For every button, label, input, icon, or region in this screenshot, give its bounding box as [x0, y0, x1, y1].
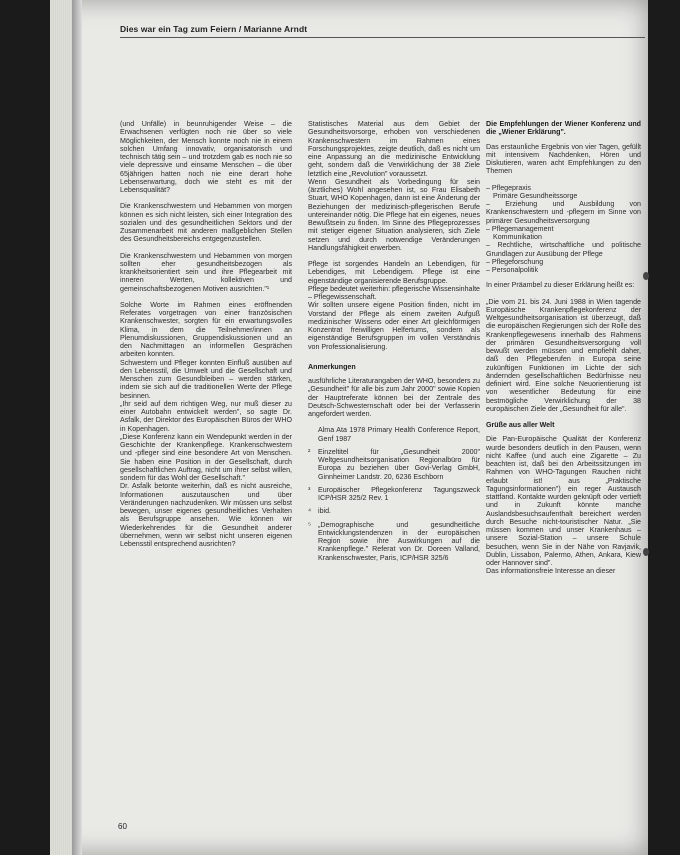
footnote — [318, 426, 480, 443]
paragraph: Die Pan-Europäische Qualität der Konferenz wurde besonders deutlich in den Pausen, wenn nicht Kaffee (und auch eine Zigarette – Zu beachten ist, daß bei den Arbeitssitzungen im Rahmen von WHO-Tagungen Rauchen nicht erlaubt ist! aus „Praktische Tagungsinformationen") ein reger Austausch stattfand. Kontakte wurden geknüpft oder vertieft und in Zukunft könnte manche Auslandsbesuchsaufenthalt bereichert werden durch Besuche nicht-touristischer Natur. „Sie müssen kommen und unser Krankenhaus – unsere Sozial-Station – unsere Schule besuchen, wenn Sie in der Nähe von Ravjavik, Dublin, Lissabon, Palermo, Athen, Ankara, Kiew oder Hannover sind". — [486, 435, 641, 567]
paragraph: Wenn Gesundheit als Vorbedingung für sein (ärztliches) Wohl angesehen ist, so Frau Elisabeth Stuart, WHO Kopenhagen, dann ist eine Änderung der Beziehungen der medizinisch-pflegerischen Berufe untereinander nötig. Die Pflege hat ein eigenes, neues Bewußtsein zu finden. Im Sinne des Pflegeprozesses mit stetiger eigener Situation analysieren, sich Ziele setzen und durch notwendige Veränderungen Handlungsfähigkeit erwerben. — [308, 177, 480, 252]
paragraph: In einer Präambel zu dieser Erklärung heißt es: — [486, 281, 635, 290]
paragraph: Das erstaunliche Ergebnis von vier Tagen, gefüllt mit intensivem Nachdenken, Hören und Diskutieren, waren acht Empfehlungen zu den Themen — [486, 142, 641, 176]
footnote-text: Europäischer Pflegekonferenz Tagungszweck ICP/HSR 325/2 Rev. 1 — [318, 485, 480, 502]
list-item: – Personalpolitik — [486, 266, 539, 274]
binding-hole-mark — [643, 272, 649, 280]
list-item: – Pflegeforschung — [486, 257, 544, 266]
column-middle — [308, 120, 480, 567]
paragraph: Das informationsfreie Interesse an dieser — [486, 567, 616, 576]
paragraph: Pflege ist sorgendes Handeln an Lebendigen, für Lebendiges, mit Lebendigem. Pflege ist eine eigenständige organisierende Berufsgruppe. — [308, 260, 480, 285]
list-item: – Rechtliche, wirtschaftliche und politische Grundlagen zur Ausübung der Pflege — [486, 241, 641, 258]
header-rule — [120, 37, 645, 38]
list-item: – Erziehung und Ausbildung von Krankenschwestern und -pflegern im Sinne von primärer Gesundheitsversorgung — [486, 200, 641, 225]
paragraph: (und Unfälle) in beunruhigender Weise – die Erwachsenen verfügten noch nie über so viele Möglichkeiten, der Mensch konnte noch nie in einem solchen Umfang innovativ, organisatorisch und technisch tätig sein – und trotzdem gab es noch nie so viele depressive und einsame Menschen – die über 65jährigen hatten noch nie eine derart hohe Lebenserwartung, doch wie steht es mit der Lebensqualität? — [120, 120, 292, 194]
paragraph: Pflege bedeutet weiterhin: pflegerische Wissensinhalte – Pflegewissenschaft. — [308, 284, 480, 301]
paragraph: Die Krankenschwestern und Hebammen von morgen sollten eher gesundheitsbezogen als krankheitsorientiert sein und ihre Pflegearbeit mit inneren Werten, kollektiven und gemeinschaftsbezogenen Motiven ausrichten."¹ — [120, 251, 292, 293]
paragraph: „Diese Konferenz kann ein Wendepunkt werden in der Geschichte der Krankenpflege. Krankenschwestern und -pfleger sind eine besondere Art von Menschen. Sie haben eine Position in der Gesellschaft, durch gesellschaftlichen Auftrag, nicht um ihrer selbst willen, sondern für das Wohl der Gesellschaft." — [120, 432, 292, 482]
book-spine-shadow — [72, 0, 82, 855]
column-left — [120, 120, 292, 556]
list-item: – Pflegemanagement — [486, 224, 554, 233]
footnote-text: ibid. — [318, 507, 332, 516]
footnote-text: Alma Ata 1978 Primary Health Conference Report, Genf 1987 — [318, 426, 480, 443]
paragraph: Wir sollten unsere eigene Position finden, nicht im Vorstand der Pflege als einem zweiten Aufguß medizinischer Wissens oder einer Art gleichförmigen Konzentrat freiwilligen Helfertums, sondern als eigenständige Berufsgruppen im vollen Verständnis von Professionalisierung. — [308, 301, 480, 351]
page-number: 60 — [118, 822, 127, 831]
list-item: Kommunikation — [493, 233, 542, 241]
notes-heading: Anmerkungen — [308, 362, 356, 371]
footnote-marker: ⁴ — [308, 507, 312, 516]
paragraph: Schwestern und Pfleger konnten Einfluß ausüben auf den Lebensstil, die Umwelt und die Gesellschaft und Menschen zum Gesundbleiben – werden stärken, indem sie sich auf die traditionellen Werte der Pflege besinnen. — [120, 358, 292, 400]
paragraph: Die Krankenschwestern und Hebammen von morgen können es sich nicht leisten, sich einer Integration des sozialen und des gesundheitlichen Sektors und der Zusammenarbeit mit anderen maßgeblichen Stellen des Gesundheitsbereichs entgegenzustellen. — [120, 202, 292, 244]
book-page — [50, 0, 648, 855]
footnote-text: Einzeltitel für „Gesundheit 2000" Weltgesundheitsorganisation Regionalbüro für Europa zu beziehen über Govi-Verlag GmbH, Ginnheimer Landstr. 20, 6236 Eschborn — [318, 447, 480, 481]
footnote — [308, 507, 480, 516]
paragraph: „Ihr seid auf dem richtigen Weg, nur muß dieser zu einer Autobahn entwickelt werden", so sagte Dr. Asfalk, der Direktor des Europäischen Büros der WHO in Kopenhagen. — [120, 399, 292, 433]
list-item: – Pflegepraxis — [486, 183, 531, 192]
notes-intro: ausführliche Literaturangaben der WHO, besonders zu „Gesundheit" für alle bis zum Jahr 2000" sowie Kopien der Hauptreferate können bei der Zentrale des Deutsch-Schwesternschaft oder bei der Verfasserin angefordert werden. — [308, 377, 480, 418]
list-item: Primäre Gesundheitssorge — [493, 191, 578, 200]
footnote-marker: ³ — [308, 485, 311, 494]
paragraph: „Die vom 21. bis 24. Juni 1988 in Wien tagende Europäische Krankenpflegekonferenz der Weltgesundheitsorganisation ist überzeugt, daß die europäischen Regierungen sich der Rolle des Krankenpflegewesens innerhalb des Rahmens der primären Gesundheitsversorgung voll bewußt werden müssen und empfiehlt daher, daß den Pflegeberufen in Europa seine zukünftigen Funktionen im Lichte der sich ändernden gesellschaftlichen Bedürfnisse neu definiert wird. Eine solche Neuorientierung ist von wesentlicher Bedeutung für eine bestmögliche Verwirklichung der 38 europäischen Ziele der „Gesundheit für alle". — [486, 297, 641, 413]
topics-list — [486, 184, 641, 275]
footnote-marker: ² — [308, 447, 311, 456]
footnote — [308, 485, 480, 503]
footnote — [308, 447, 480, 481]
binding-hole-mark — [643, 548, 649, 556]
paragraph: Solche Worte im Rahmen eines eröffnenden Referates vorgetragen von einer französischen Krankenschwester, sorgten für ein erwartungsvolles Klima, in dem die Teilnehmer/innen an Plenumdiskussionen, Gruppendiskussionen und an den Nachmittagen an informellen Gesprächen arbeiten konnten. — [120, 300, 292, 359]
page-stack-edge — [50, 0, 72, 855]
footnote-text: „Demographische und gesundheitliche Entwicklungstendenzen in der europäischen Region sowie ihre Auswirkungen auf die Krankenpflege." Referat von Dr. Doreen Valland, Krankenschwester, Paris, ICP/HSR 325/6 — [318, 520, 480, 562]
paragraph: Dr. Asfalk betonte weiterhin, daß es nicht ausreiche, Informationen auszutauschen und über Veränderungen nachzudenken. Wir müssen uns selbst bewegen, unser eigenes gesundheitliches Verhalten als Berufsgruppe ansehen. Wie können wir Wiederkehrendes für die Gesundheit anderer übernehmen, wenn wir selbst nicht unseren eigenen Lebensstil entsprechend ausrichten? — [120, 482, 292, 548]
section-heading: Grüße aus aller Welt — [486, 421, 555, 429]
footnote-marker: ⁵ — [308, 520, 311, 529]
column-right — [486, 120, 641, 584]
paragraph: Statistisches Material aus dem Gebiet der Gesundheitsvorsorge, erhoben von verschiedenen Krankenschwestern im Rahmen eines Forschungsprojektes, zeigte deutlich, daß es nicht um eine Anpassung an die medizinische Entwicklung geht, sondern daß die Verwirklichung der 38 Ziele letztlich eine „Revolution" voraussetzt. — [308, 120, 480, 178]
running-header: Dies war ein Tag zum Feiern / Marianne Arndt — [120, 24, 308, 34]
footnote — [308, 520, 480, 562]
section-heading: Die Empfehlungen der Wiener Konferenz und die „Wiener Erklärung". — [486, 120, 641, 137]
